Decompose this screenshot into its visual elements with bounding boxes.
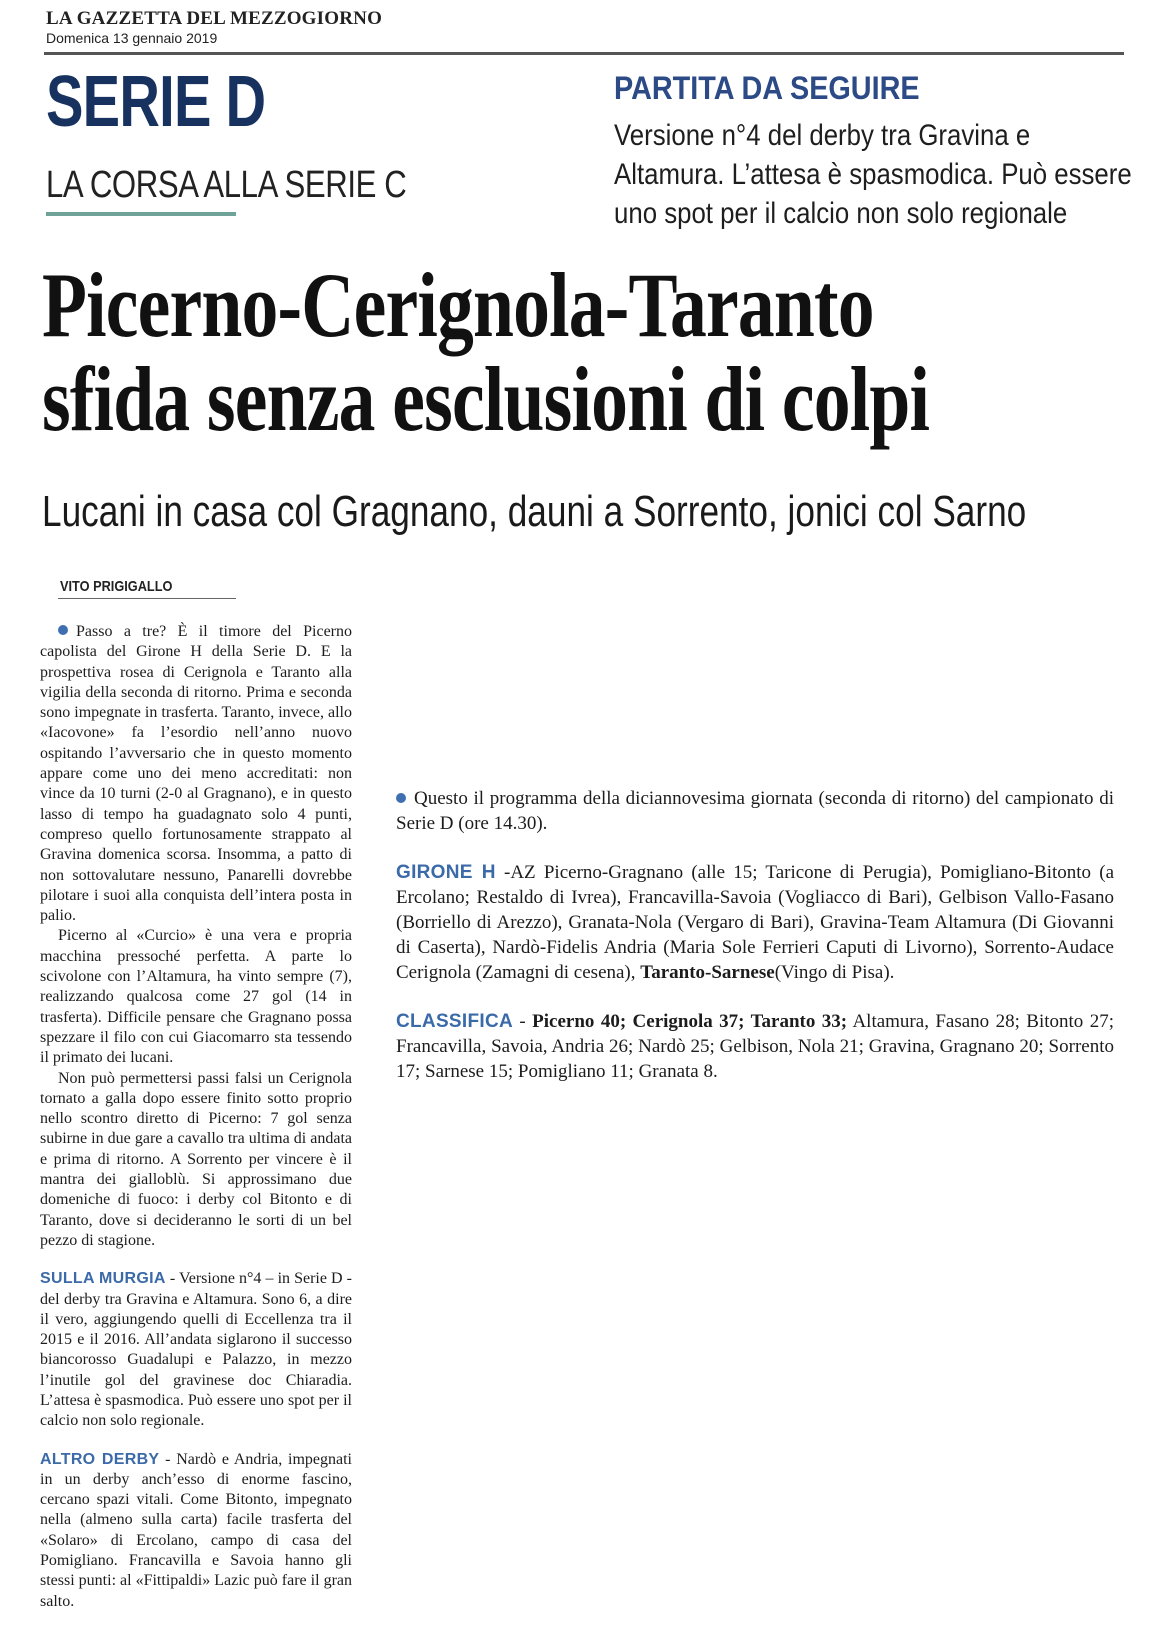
murgia-paragraph: SULLA MURGIA - Versione n°4 – in Serie D - del derby tra Gravina e Altamura. Sono 6, a dire il vero, aggiungendo quelli di Eccellenza tra il 2015 e il 2016. All’andata siglarono il successo biancorosso Guadalupi e Palazzo, in mezzo l’inutile gol del gravinese doc Chiaradia. L’attesa è spasmodica. Può essere uno spot per il calcio non solo regionale. [40,1270,352,1430]
kicker-text [614,116,1132,233]
program-box [396,786,1114,1084]
murgia-label: SULLA MURGIA [40,1270,166,1288]
classifica-label: CLASSIFICA [396,1011,513,1032]
article-paragraph: Passo a tre? È il timore del Picerno capolista del Girone H della Serie D. E la prospettiva rosea di Cerignola e Taranto alla vigilia della seconda di ritorno. Prima e seconda sono impegnate in trasferta. Taranto, invece, allo «Iacovone» fa l’esordio nell’anno nuovo ospitando l’avversario che in questo momento appare come uno dei meno accreditati: non vince da 10 turni (2-0 al Gragnano), e in questo lasso di tempo ha guadagnato solo 4 punti, compreso quello fortunosamente strappato al Gravina domenica scorsa. Insomma, a patto di non sottovalutare nessuno, Panarelli dovrebbe pilotare i suoi alla conquista dell’intera posta in palio. [40,623,352,925]
masthead-date: Domenica 13 gennaio 2019 [46,30,218,46]
kicker-title: PARTITA DA SEGUIRE [614,70,920,106]
headline [42,254,930,450]
bullet-icon [58,625,68,635]
derby-label: ALTRO DERBY [40,1450,160,1468]
kicker-line: Versione n°4 del derby tra Gravina e [614,119,1031,152]
headline-line: Picerno-Cerignola-Taranto [42,254,874,356]
top-divider [44,52,1124,55]
derby-paragraph: ALTRO DERBY - Nardò e Andria, impegnati in un derby anch’esso di enorme fascino, cercano spazi vitali. Come Bitonto, impegnato nella (almeno sulla carta) facile trasferta del «Solaro» di Ercolano, campo di casa del Pomigliano. Francavilla e Savoia hanno gli stessi punti: al «Fittipaldi» Lazic può fare il gran salto. [40,1450,352,1610]
bullet-icon [396,793,406,803]
article-column-1 [40,622,352,1612]
masthead-title: LA GAZZETTA DEL MEZZOGIORNO [46,8,383,29]
section-underline [46,212,236,216]
byline-underline [58,598,236,599]
subheadline: Lucani in casa col Gragnano, dauni a Sorrento, jonici col Sarno [42,487,1027,536]
article-paragraph: Picerno al «Curcio» è una vera e propria macchina pressoché perfetta. A parte lo scivolone con l’Altamura, ha vinto sempre (7), realizzando qualcosa come 27 gol (14 in trasferta). Difficile pensare che Gragnano possa spezzare il filo con cui Giacomarro sta tessendo il primato dei lucani. [40,927,352,1067]
section-title: SERIE D [46,62,266,142]
kicker-line: uno spot per il calcio non solo regionale [614,197,1068,230]
kicker-line: Altamura. L’attesa è spasmodica. Può essere [614,158,1132,191]
program-intro: Questo il programma della diciannovesima giornata (seconda di ritorno) del campionato di Serie D (ore 14.30). [396,788,1114,834]
section-subtitle: LA CORSA ALLA SERIE C [46,164,407,206]
girone-label: GIRONE H [396,862,496,883]
classifica-paragraph: CLASSIFICA - Picerno 40; Cerignola 37; Taranto 33; Altamura, Fasano 28; Bitonto 27; Francavilla, Savoia, Andria 26; Nardò 25; Gelbison, Nola 21; Gravina, Gragnano 20; Sorrento 17; Sarnese 15; Pomigliano 11; Granata 8. [396,1011,1114,1082]
byline: VITO PRIGIGALLO [60,578,173,595]
headline-line: sfida senza esclusioni di colpi [42,348,930,450]
article-paragraph: Non può permettersi passi falsi un Cerignola tornato a galla dopo essere finito sotto proprio nello scontro diretto di Picerno: 7 gol senza subirne in due gare a cavallo tra ultima di andata e prima di ritorno. A Sorrento per vincere è il mantra dei gialloblù. Si approssimano due domeniche di fuoco: i derby col Bitonto e di Taranto, dove si decideranno le sorti di un bel pezzo di stagione. [40,1069,352,1249]
girone-paragraph: GIRONE H -AZ Picerno-Gragnano (alle 15; Taricone di Perugia), Pomigliano-Bitonto (a Ercolano; Restaldo di Ivrea), Francavilla-Savoia (Vogliacco di Bari), Gelbison Vallo-Fasano (Borriello di Arezzo), Granata-Nola (Vergaro di Bari), Gravina-Team Altamura (Di Giovanni di Caserta), Nardò-Fidelis Andria (Maria Sole Ferrieri Caputi di Livorno), Sorrento-Audace Cerignola (Zamagni di cesena), Taranto-Sarnese(Vingo di Pisa). [396,862,1114,983]
